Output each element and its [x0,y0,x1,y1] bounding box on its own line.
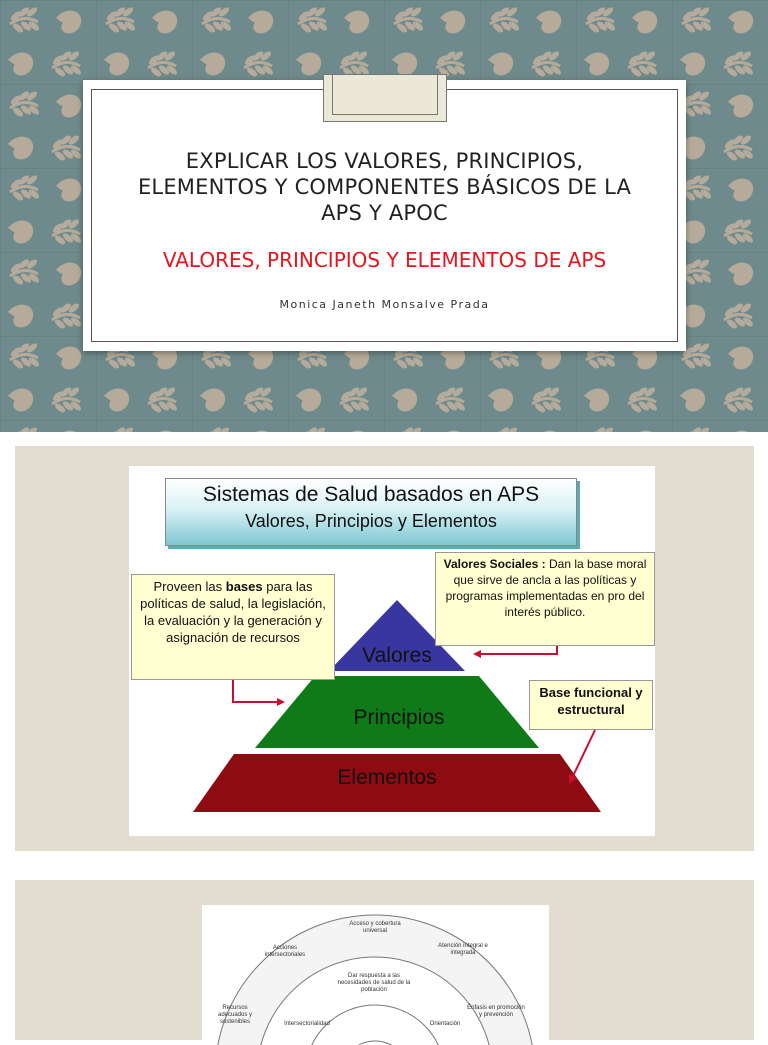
arrow-valores [481,646,557,654]
diagram-heading [165,478,577,546]
note-base-funcional: Base funcional y estructural [529,680,653,730]
label-atencion: Atención integral e integrada [438,943,488,956]
arrow-base [573,730,595,776]
pyramid-label-valores: Valores [362,644,432,667]
pyramid-slide [15,446,754,851]
circle-diagram [202,905,549,1045]
title-slide [0,0,768,432]
diagram-heading-line-2: Valores, Principios y Elementos [245,511,497,531]
label-recursos: Recursos adecuados y sostenibles [217,1005,253,1025]
diagram-heading-line-1: Sistemas de Salud basados en APS [202,483,540,506]
circle-diagram-slide [15,880,754,1040]
arrow-bases [233,680,279,702]
arrow-bases-head [277,698,285,706]
note-bases [131,574,335,680]
decorative-tab [323,74,447,122]
arrow-valores-head [473,650,481,658]
pyramid-label-elementos: Elementos [337,766,437,789]
pyramid-diagram [129,466,655,836]
note-valores-sociales [435,552,655,646]
label-enfasis: Énfasis en promoción y prevención [467,1005,525,1018]
subtitle: VALORES, PRINCIPIOS Y ELEMENTOS DE APS [162,248,607,272]
author-name: Monica Janeth Monsalve Prada [279,298,490,311]
label-acciones: Acciones intersectoriales [264,945,306,958]
note-valores-bold: Valores Sociales : [443,557,546,571]
main-title [103,148,666,226]
title-card [83,80,686,351]
label-respuesta: Dar respuesta a las necesidades de salud de la población [337,973,411,993]
note-valores-text: Dan la base moral que sirve de ancla a las políticas y programas implementadas en pro del interés público. [445,557,647,619]
label-orientacion: Orientación [429,1021,461,1027]
note-bases-post: para las políticas de salud, la legislación, la evaluación y la generación y asignación de recursos [140,579,326,645]
label-acceso: Acceso y cobertura universal [349,921,401,934]
note-bases-bold: bases [225,579,263,594]
main-title-line-2: ELEMENTOS Y COMPONENTES BÁSICOS DE LA [137,175,632,199]
main-title-line-1: EXPLICAR LOS VALORES, PRINCIPIOS, [185,149,584,173]
label-intersectorialidad: Intersectorialidad [284,1021,330,1027]
note-bases-pre: Proveen las [153,579,226,594]
main-title-line-3: APS Y APOC [321,201,448,225]
pyramid-label-principios: Principios [353,706,445,729]
